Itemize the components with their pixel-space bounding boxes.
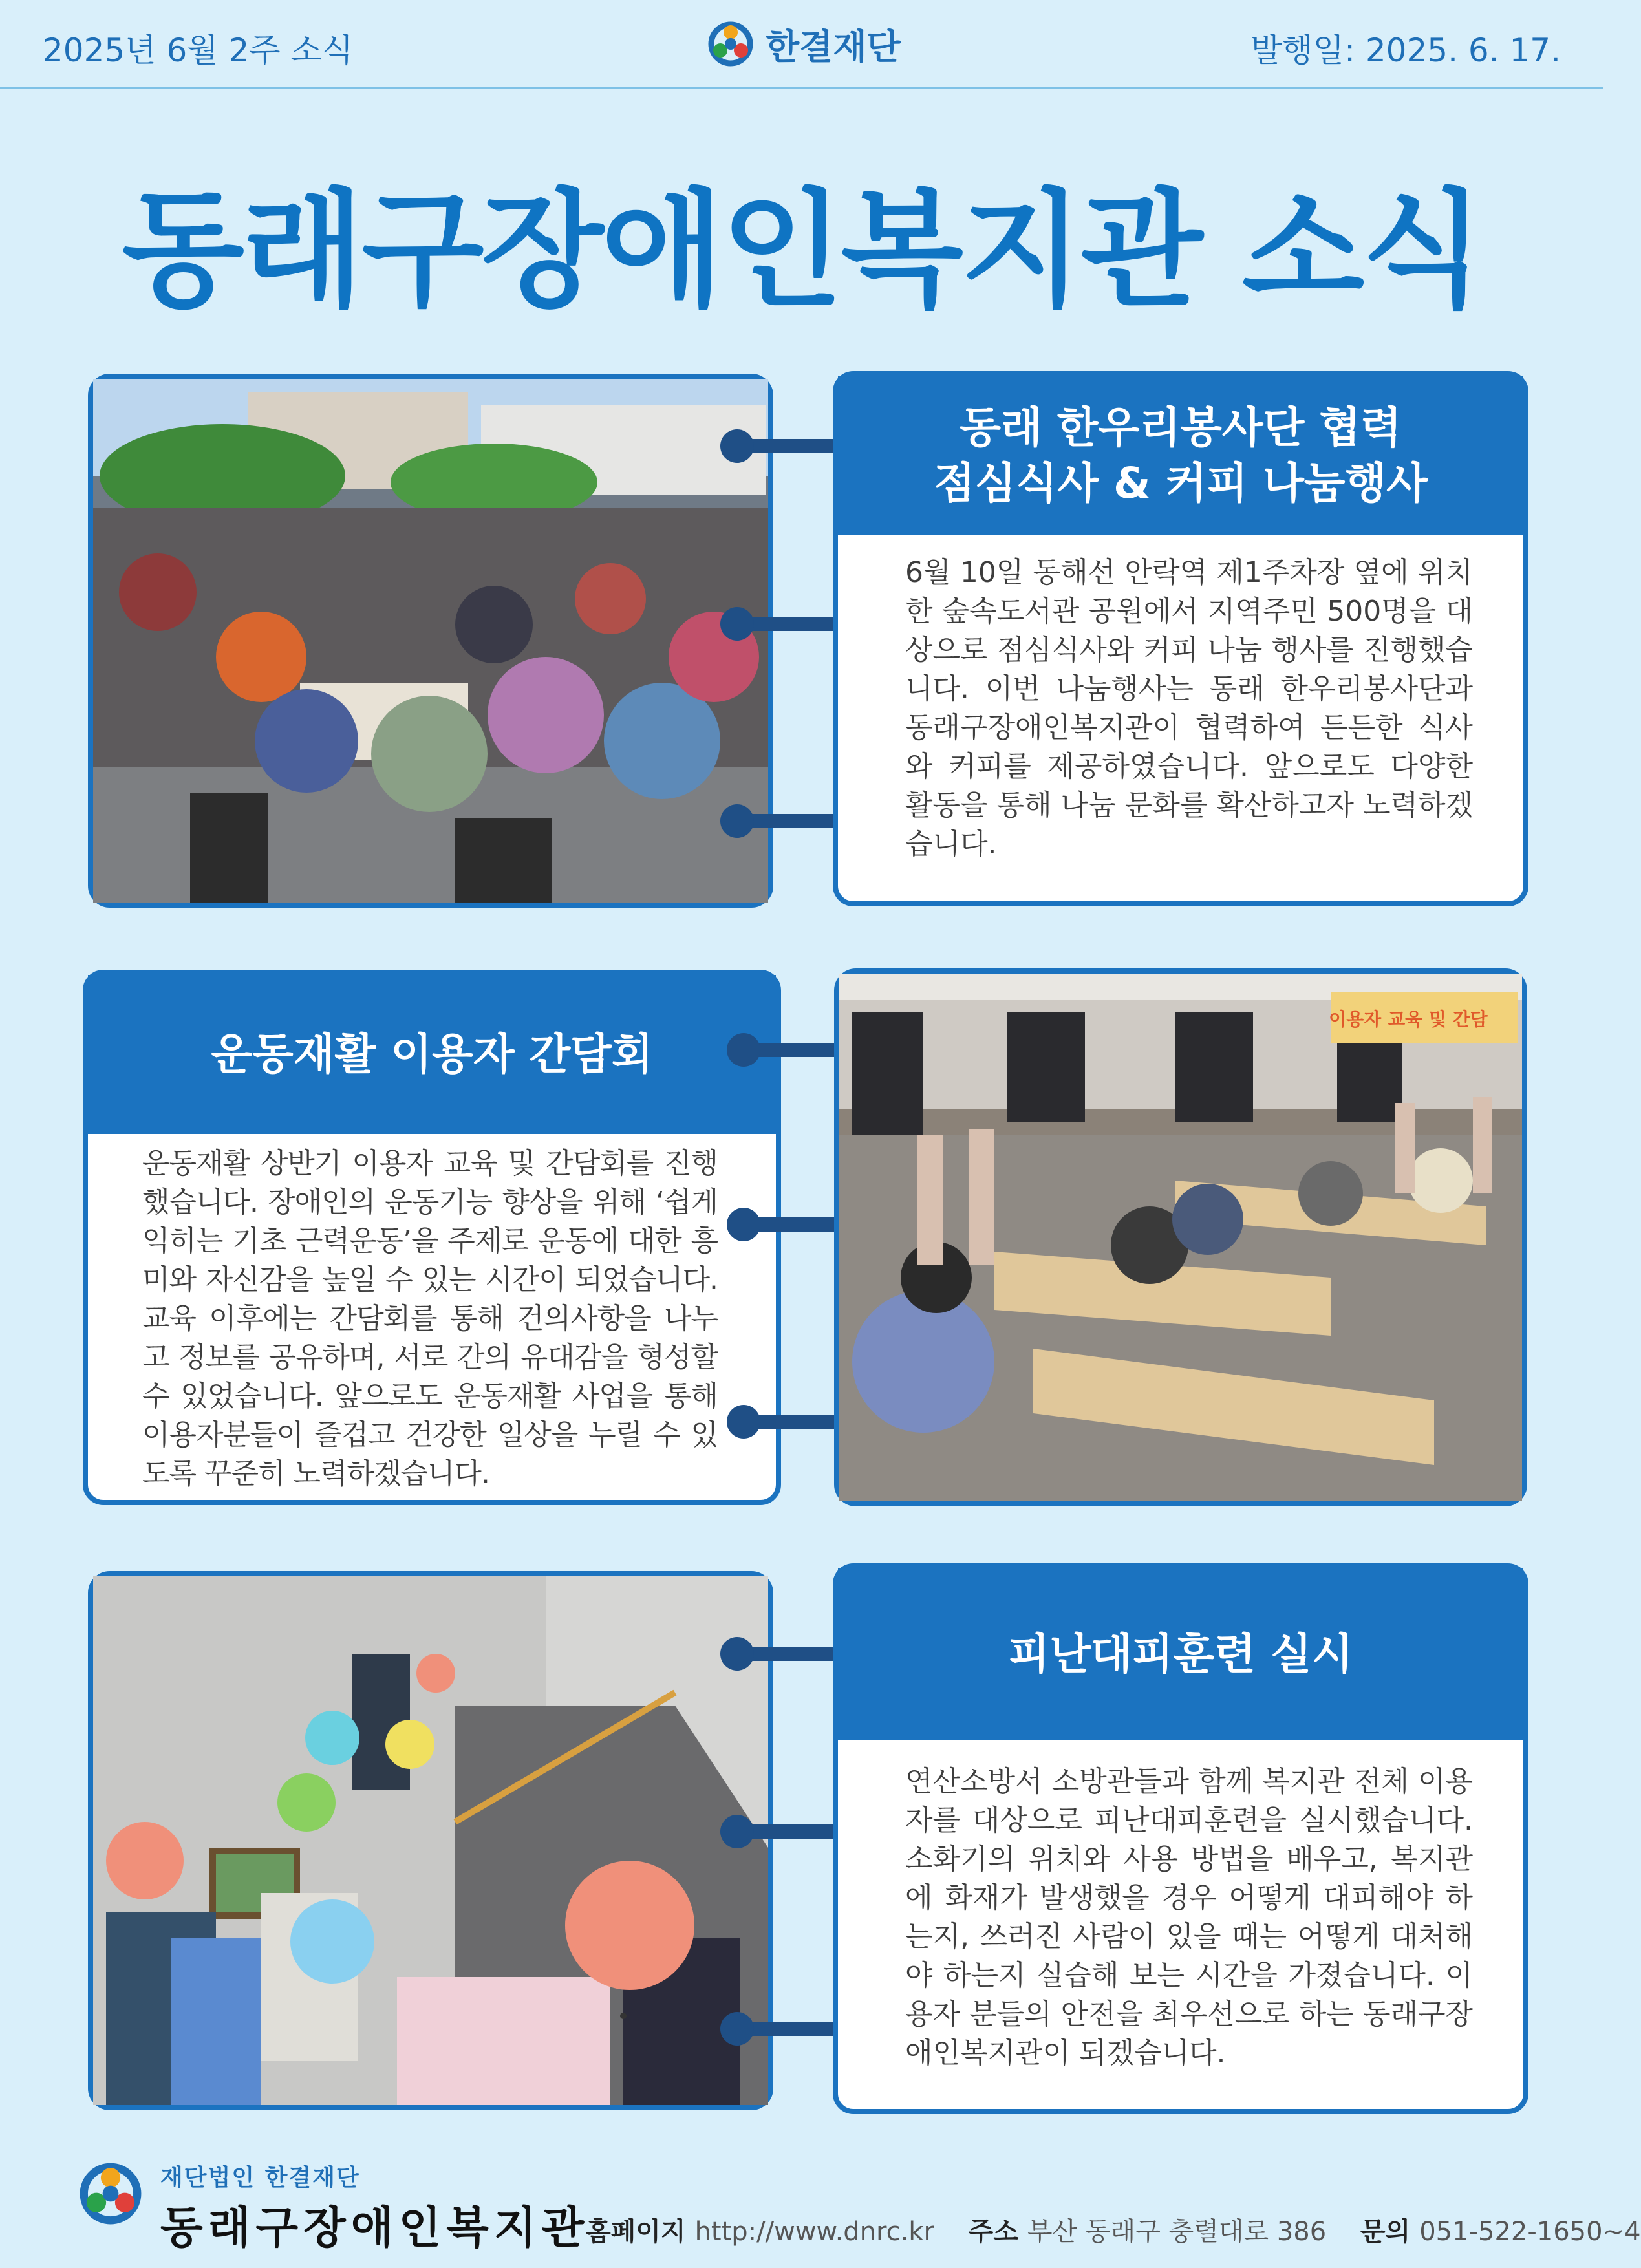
homepage-link[interactable]: http://www.dnrc.kr [694,2217,934,2247]
footer-emblem-icon [75,2158,146,2229]
photo-evacuation-drill [88,1571,773,2110]
lunch-event-image [93,379,768,903]
photo-rehab-meeting [834,968,1527,1506]
page-title: 동래구장애인복지관 소식 [122,177,1482,325]
article-title-line1: 운동재활 이용자 간담회 [211,1029,653,1079]
photo-banner-text: 이용자 교육 및 간담 [1329,1009,1488,1030]
publish-date: 발행일: 2025. 6. 17. [1250,32,1561,69]
article-title [838,376,1523,535]
issue-label: 2025년 6월 2주 소식 [43,32,354,69]
article-title [88,975,776,1134]
article-title-line1: 동래 한우리봉사단 협력 [960,403,1402,453]
article-card-evacuation [833,1563,1528,2114]
footer-org-name: 동래구장애인복지관 [160,2203,590,2254]
foundation-logo [705,18,901,70]
photo-lunch-event [88,374,773,908]
article-title-line2: 점심식사 & 커피 나눔행사 [933,458,1428,508]
article-body: 6월 10일 동해선 안락역 제1주차장 옆에 위치한 숲속도서관 공원에서 지역주민 500명을 대상으로 점심식사와 커피 나눔 행사를 진행했습니다. 이번 나눔행사는 동래 한우리봉사단과 동래구장애인복지관이 협력하여 든든한 식사와 커피를 제공하였습니다. 앞으로도 다양한 활동을 통해 나눔 문화를 확산하고자 노력하겠습니다. [905,556,1473,861]
address-value: 부산 동래구 충렬대로 386 [1027,2217,1327,2247]
rehab-meeting-image [839,974,1522,1501]
article-title [838,1568,1523,1740]
footer-foundation: 재단법인 한결재단 [160,2165,360,2191]
contact-label: 문의 [1360,2217,1411,2247]
evacuation-drill-image [93,1576,768,2105]
footer-contact-info [586,2211,1641,2248]
contact-value: 051-522-1650~4 [1419,2217,1641,2247]
article-card-lunch [833,371,1528,906]
header-bar [0,0,1603,89]
foundation-emblem-icon [705,18,756,70]
article-body: 연산소방서 소방관들과 함께 복지관 전체 이용자를 대상으로 피난대피훈련을 실시했습니다. 소화기의 위치와 사용 방법을 배우고, 복지관에 화재가 발생했을 경우 어떻게 대피해야 하는지, 쓰러진 사람이 있을 때는 어떻게 대처해야 하는지 실습해 보는 시간을 가졌습니다. 이용자 분들의 안전을 최우선으로 하는 동래구장애인복지관이 되겠습니다. [905,1765,1473,2070]
address-label: 주소 [968,2217,1018,2247]
foundation-name: 한결재단 [766,26,901,67]
article-body: 운동재활 상반기 이용자 교육 및 간담회를 진행했습니다. 장애인의 운동기능 향상을 위해 ‘쉽게 익히는 기초 근력운동’을 주제로 운동에 대한 흥미와 자신감을 높일 수 있는 시간이 되었습니다. 교육 이후에는 간담회를 통해 건의사항을 나누고 정보를 공유하며, 서로 간의 유대감을 형성할 수 있었습니다. 앞으로도 운동재활 사업을 통해 이용자분들이 즐겁고 건강한 일상을 누릴 수 있도록 꾸준히 노력하겠습니다. [142,1147,718,1490]
homepage-label: 홈페이지 [586,2217,686,2247]
article-card-rehab [83,970,781,1505]
article-title-line1: 피난대피훈련 실시 [1008,1629,1353,1679]
